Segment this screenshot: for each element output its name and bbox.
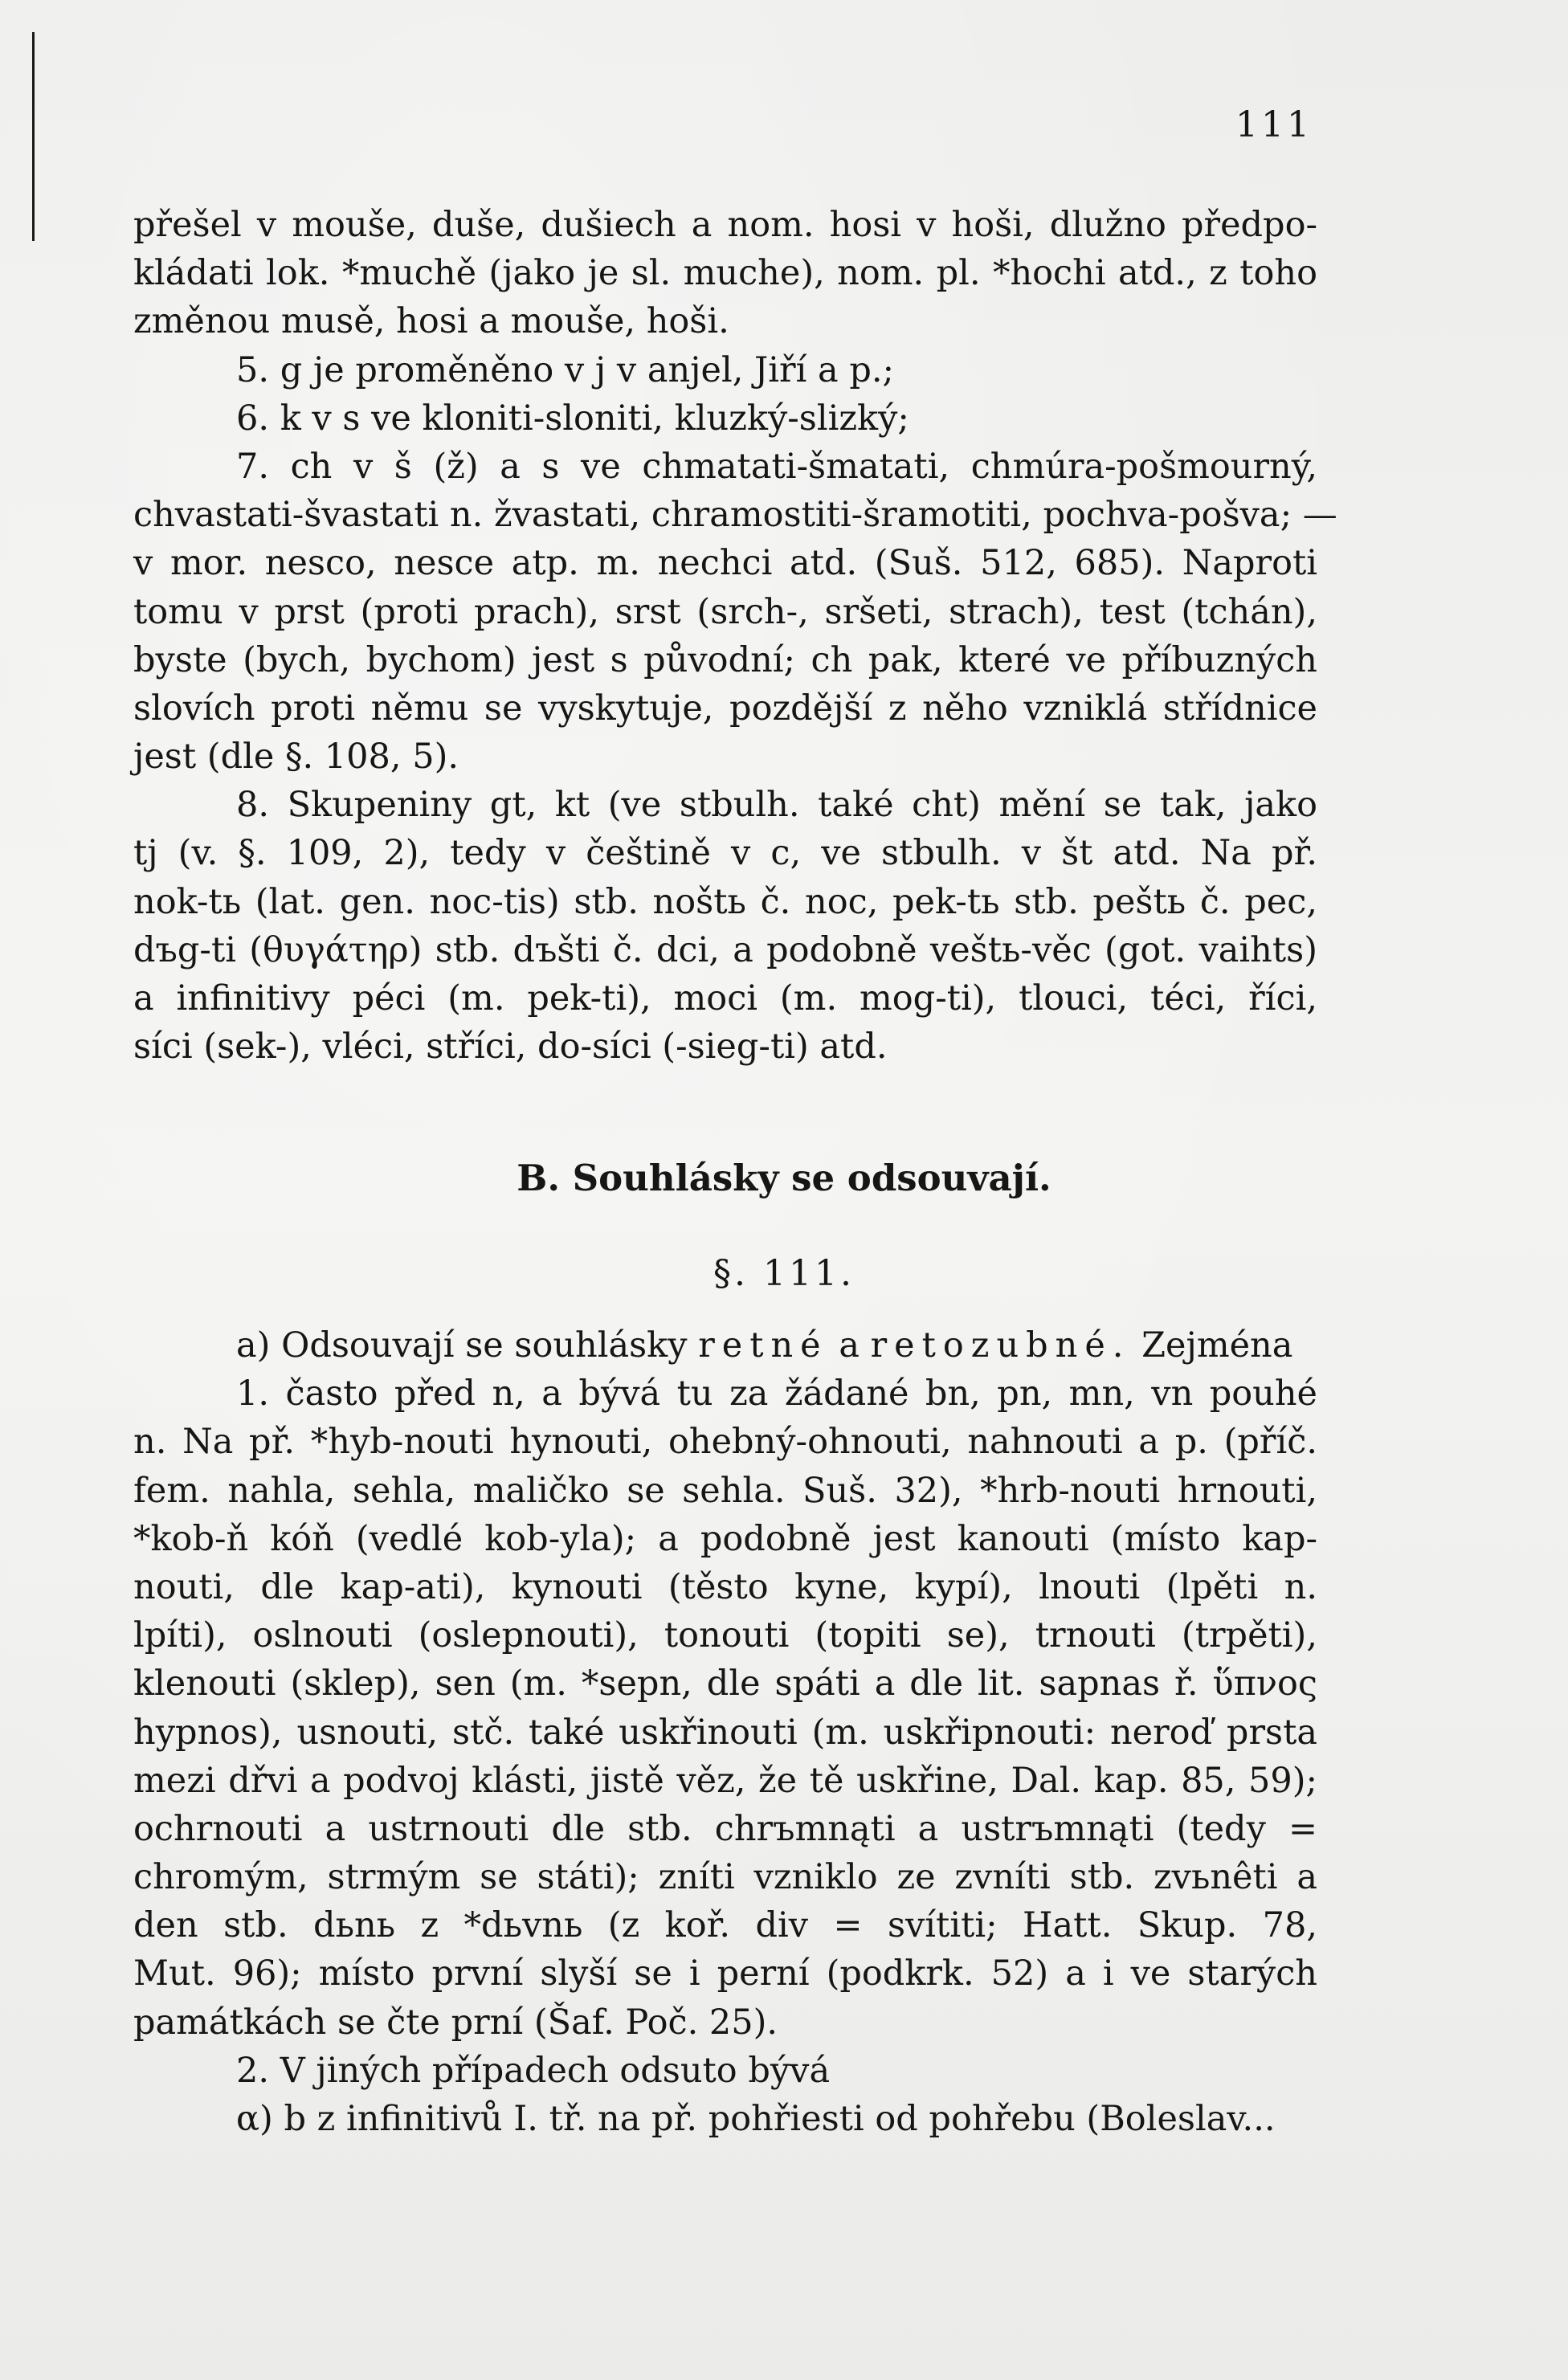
text-line: *kob-ň kóň (vedlé kob-yla); a podobně jest kanouti (místo kap-	[133, 1518, 1317, 1559]
text-line: chromým, strmým se státi); zníti vzniklo ze zvníti stb. zvьnêti a	[133, 1857, 1317, 1898]
text-line: fem. nahla, sehla, maličko se sehla. Suš. 32), *hrb-nouti hrnouti,	[133, 1470, 1317, 1511]
intro-prefix: a) Odsouvají se souhlásky	[236, 1325, 688, 1366]
text-line: n. Na př. *hyb-nouti hynouti, ohebný-ohnouti, nahnouti a p. (příč.	[133, 1422, 1317, 1463]
text-line: ochrnouti a ustrnouti dle stb. chrъmnąti a ustrъmnąti (tedy =	[133, 1808, 1317, 1849]
text-line: tomu v prst (proti prach), srst (srch-, sršeti, strach), test (tchán),	[133, 591, 1317, 632]
scan-edge-line	[32, 32, 35, 241]
text-line: mezi dřvi a podvoj klásti, jistě věz, že tě uskřine, Dal. kap. 85, 59);	[133, 1760, 1317, 1801]
text-line: lpíti), oslnouti (oslepnouti), tonouti (topiti se), trnouti (trpěti),	[133, 1615, 1317, 1656]
intro-word-retne: retné	[698, 1325, 828, 1366]
text-line: síci (sek-), vléci, stříci, do-síci (-sieg-ti) atd.	[133, 1027, 888, 1068]
text-line: přešel v mouše, duše, dušiech a nom. hosi v hoši, dlužno předpo-	[133, 205, 1317, 245]
list-item-5: 5. g je proměněno v j v anjel, Jiří a p.;	[236, 349, 894, 390]
intro-mid: a	[839, 1325, 860, 1366]
text-line: Mut. 96); místo první slyší se i perní (podkrk. 52) a i ve starých	[133, 1953, 1317, 1994]
main-text	[133, 201, 1337, 1071]
paragraph-2: 2. V jiných případech odsuto bývá	[236, 2050, 831, 2091]
text-line: kládati lok. *muchě (jako je sl. muche), nom. pl. *hochi atd., z toho	[133, 253, 1317, 294]
text-line: v mor. nesco, nesce atp. m. nechci atd. (Suš. 512, 685). Naproti	[133, 543, 1317, 584]
text-line: dъg-ti (θυγάτηρ) stb. dъšti č. dci, a podobně veštь-věc (got. vaihts)	[133, 929, 1317, 970]
text-line: slovích proti němu se vyskytuje, pozdější z něho vzniklá střídnice	[133, 688, 1317, 729]
section-number: §. 111.	[713, 1253, 855, 1294]
text-line: jest (dle §. 108, 5).	[133, 737, 459, 778]
page-number: 111	[1235, 104, 1313, 145]
section-text	[133, 1321, 1317, 2143]
text-line: hypnos), usnouti, stč. také uskřinouti (m. uskřipnouti: neroď prsta	[133, 1712, 1317, 1753]
text-line: klenouti (sklep), sen (m. *sepn, dle spáti a dle lit. sapnas ř. ὕπνος	[133, 1664, 1317, 1704]
text-line: nouti, dle kap-ati), kynouti (těsto kyne, kypí), lnouti (lpěti n.	[133, 1566, 1317, 1607]
list-item-8: 8. Skupeniny gt, kt (ve stbulh. také cht) mění se tak, jako	[236, 785, 1317, 826]
list-item-7: 7. ch v š (ž) a s ve chmatati-šmatati, chmúra-pošmourný,	[236, 446, 1317, 487]
paragraph-1: 1. často před n, a bývá tu za žádané bn, pn, mn, vn pouhé	[236, 1374, 1317, 1415]
section-heading: B. Souhlásky se odsouvají.	[517, 1157, 1051, 1199]
text-line: změnou musě, hosi a mouše, hoši.	[133, 301, 729, 342]
text-line: byste (bych, bychom) jest s původní; ch pak, které ve příbuzných	[133, 639, 1317, 680]
intro-suffix: Zejména	[1141, 1325, 1293, 1366]
text-line: chvastati-švastati n. žvastati, chramostiti-šramotiti, pochva-pošva; —	[133, 495, 1337, 536]
section-intro	[133, 1321, 1317, 1370]
paragraph-2-alpha: α) b z infinitivů I. tř. na př. pohřiesti od pohřebu (Boleslav...	[236, 2099, 1276, 2139]
text-line: tj (v. §. 109, 2), tedy v češtině v c, ve stbulh. v št atd. Na př.	[133, 833, 1317, 874]
intro-word-retozubne: retozubné.	[870, 1325, 1131, 1366]
text-line: den stb. dьnь z *dьvnь (z koř. div = svítiti; Hatt. Skup. 78,	[133, 1905, 1317, 1946]
list-item-6: 6. k v s ve kloniti-sloniti, kluzký-slizký;	[236, 398, 909, 439]
text-line: nok-tь (lat. gen. noc-tis) stb. noštь č. noc, pek-tь stb. peštь č. pec,	[133, 881, 1317, 922]
text-line: a infinitivy péci (m. pek-ti), moci (m. mog-ti), tlouci, téci, říci,	[133, 978, 1317, 1019]
text-line: památkách se čte prní (Šaf. Poč. 25).	[133, 2002, 778, 2043]
